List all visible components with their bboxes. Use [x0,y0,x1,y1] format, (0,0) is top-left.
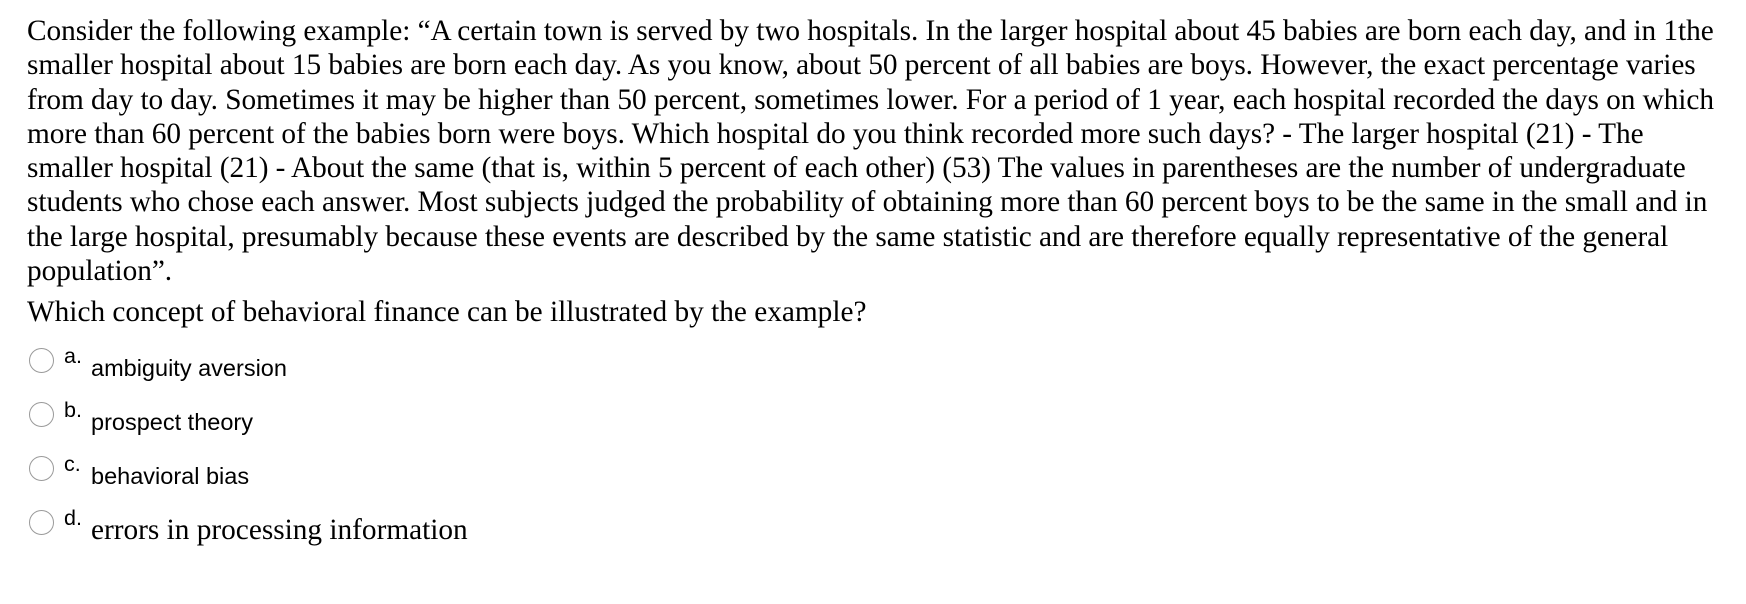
radio-button-d[interactable] [29,510,54,535]
option-letter-a: a. [64,344,82,368]
option-label-b[interactable]: prospect theory [91,409,253,435]
option-letter-b: b. [64,398,82,422]
radio-button-a[interactable] [29,348,54,373]
radio-button-b[interactable] [29,402,54,427]
option-label-a[interactable]: ambiguity aversion [91,355,287,381]
option-d[interactable] [28,506,728,546]
option-b[interactable] [28,398,728,438]
radio-button-c[interactable] [29,456,54,481]
option-a[interactable] [28,344,728,384]
option-c[interactable] [28,452,728,492]
option-letter-d: d. [64,506,82,530]
question-text: Consider the following example: “A certain town is served by two hospitals. In the larger hospital about 45 babies are born each day, and in 1the smaller hospital about 15 babies are born each day. As you know, about 50 percent of all babies are boys. However, the exact percentage varies from day to day. Sometimes it may be higher than 50 percent, sometimes lower. For a period of 1 year, each hospital recorded the days on which more than 60 percent of the babies born were boys. Which hospital do you think recorded more such days? - The larger hospital (21) - The smaller hospital (21) - About the same (that is, within 5 percent of each other) (53) The values in parentheses are the number of undergraduate students who chose each answer. Most subjects judged the probability of obtaining more than 60 percent boys to be the same in the small and in the large hospital, presumably because these events are described by the same statistic and are therefore equally representative of the general population”. [27,15,1714,288]
option-label-d[interactable]: errors in processing information [91,514,468,546]
option-label-c[interactable]: behavioral bias [91,463,250,489]
question-prompt: Which concept of behavioral finance can be illustrated by the example? [27,296,867,328]
option-letter-c: c. [64,452,81,476]
